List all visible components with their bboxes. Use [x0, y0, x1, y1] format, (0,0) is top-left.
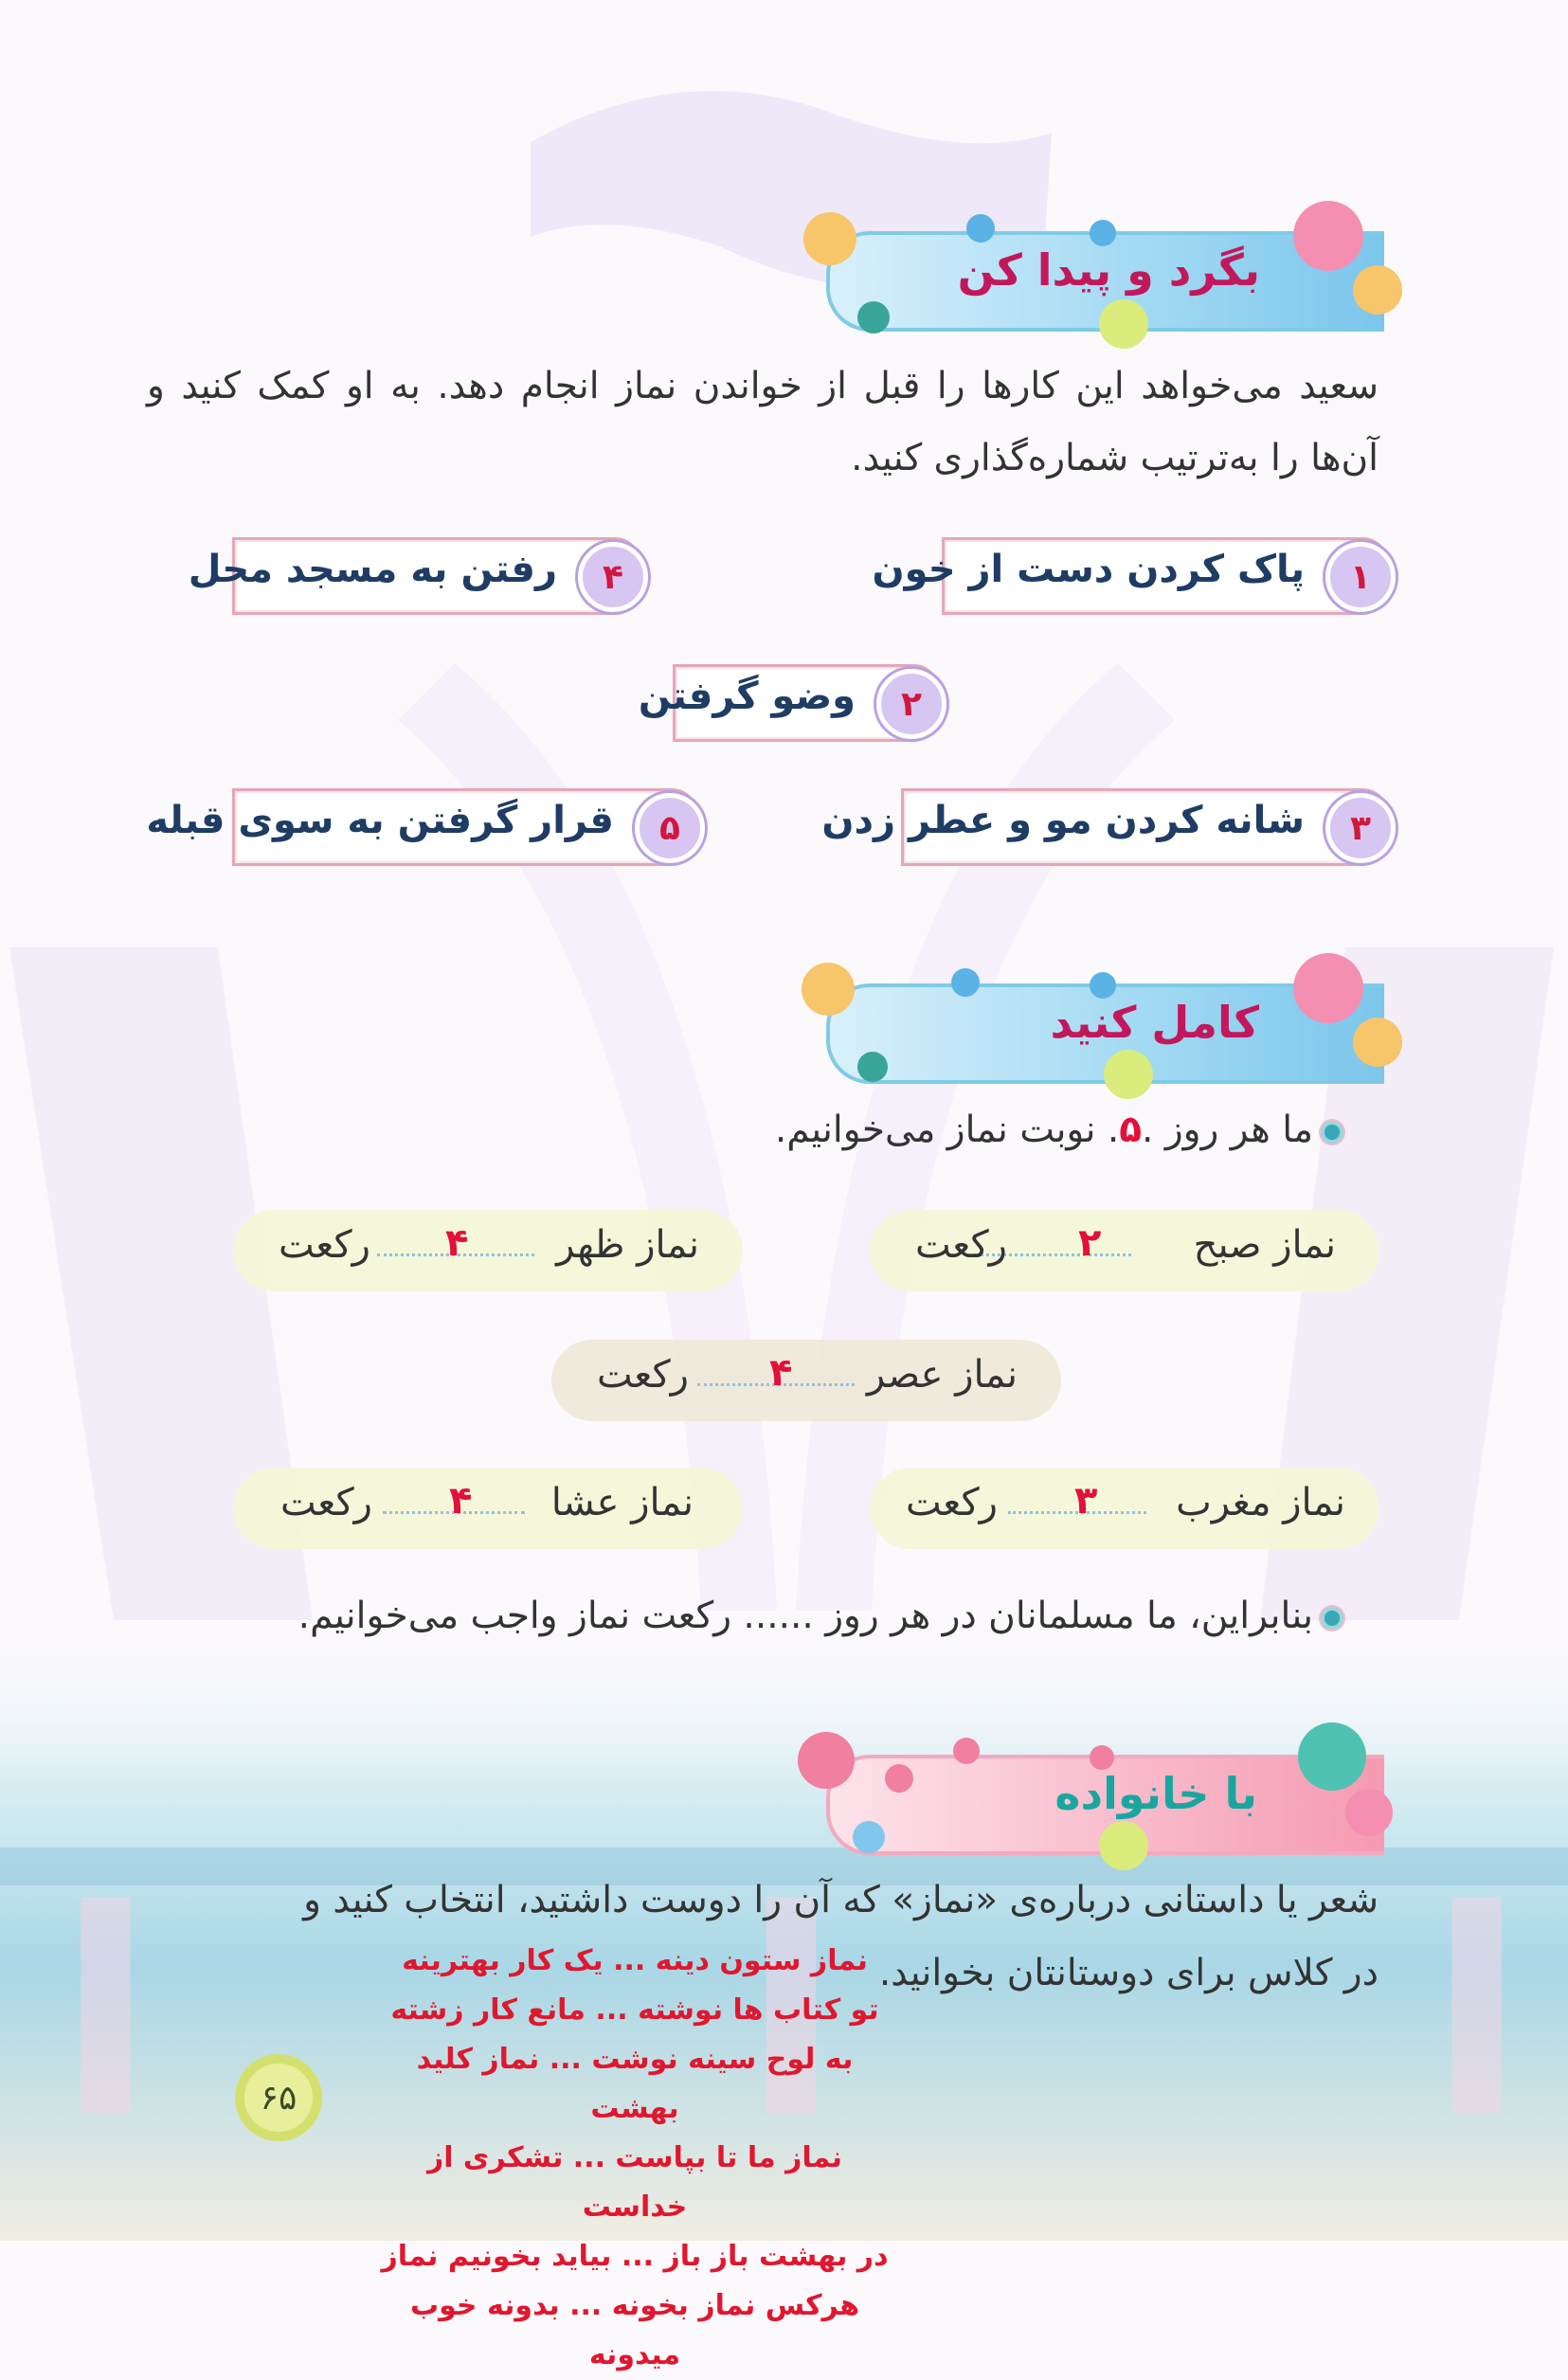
rakat-answer: ۲	[1078, 1221, 1102, 1265]
flower-decoration-icon	[1099, 299, 1148, 349]
flower-decoration-icon	[853, 1821, 885, 1853]
rakat-answer: ۳	[1074, 1479, 1098, 1523]
step-box	[188, 537, 641, 615]
prayer-name: نماز عشا	[550, 1481, 694, 1524]
step-number-badge: ۳	[1325, 793, 1396, 863]
step-number-badge: ۴	[578, 542, 648, 612]
poem-line: به لوح سینه نوشت ... نماز کلید بهشت	[416, 2043, 854, 2125]
flower-decoration-icon	[1099, 1821, 1148, 1870]
flower-decoration-icon	[857, 301, 890, 334]
flower-decoration-icon	[1090, 1745, 1114, 1770]
prayer-name: نماز عصر	[866, 1353, 1018, 1397]
flower-decoration-icon	[1090, 972, 1116, 999]
flower-decoration-icon	[803, 212, 856, 265]
prayer-row	[551, 1340, 1061, 1421]
flower-decoration-icon	[1353, 1018, 1402, 1067]
rakat-answer: ۴	[449, 1479, 473, 1523]
instruction-text: شعر یا داستانی درباره‌ی «نماز» که آن را دوست داشتید، انتخاب کنید و	[303, 1879, 1379, 1921]
step-label: شانه کردن مو و عطر زدن	[821, 799, 1305, 842]
flower-decoration-icon	[1293, 953, 1363, 1023]
svg-text:ااا: ااا	[57, 1849, 1525, 2180]
fill-in-line	[298, 1595, 1345, 1637]
prayer-name: نماز ظهر	[556, 1223, 699, 1267]
prayer-row	[233, 1210, 743, 1291]
step-number-badge: ۲	[876, 669, 946, 739]
flower-decoration-icon	[1345, 1789, 1393, 1836]
bullet-icon	[1319, 1605, 1345, 1632]
step-number-badge: ۵	[635, 793, 705, 863]
prayer-row	[870, 1468, 1379, 1549]
prayer-name: نماز مغرب	[1176, 1481, 1345, 1524]
section-title: کامل کنید	[1050, 997, 1259, 1048]
rakat-unit: رکعت	[915, 1223, 1007, 1267]
flower-decoration-icon	[1293, 201, 1363, 271]
step-box	[638, 664, 940, 742]
flower-decoration-icon	[802, 963, 855, 1016]
step-box	[872, 537, 1389, 615]
poem-line: تو کتاب ها نوشته ... مانع کار زشته	[390, 1993, 879, 2027]
section-title: بگرد و پیدا کن	[957, 244, 1260, 296]
flower-decoration-icon	[966, 214, 995, 243]
flower-decoration-icon	[951, 968, 980, 997]
line-text: . نوبت نماز می‌خوانیم.	[774, 1109, 1120, 1151]
poem-line: نماز ما تا بپاست ... تشکری از خداست	[426, 2141, 843, 2224]
flower-decoration-icon	[1090, 220, 1116, 246]
page-number: ۶۵	[235, 2054, 322, 2141]
flower-decoration-icon	[1298, 1722, 1366, 1791]
instruction-text: سعید می‌خواهد این کارها را قبل از خواندن نماز انجام دهد. به او کمک کنید و آن‌ها را به‌ترتیب شماره‌گذاری کنید.	[147, 365, 1379, 479]
rakat-answer: ۴	[769, 1351, 793, 1395]
poem-line: نماز ستون دینه ... یک کار بهترینه	[402, 1944, 868, 1977]
step-box	[146, 788, 698, 866]
flower-decoration-icon	[857, 1052, 888, 1082]
rakat-unit: رکعت	[906, 1481, 998, 1524]
poem	[379, 1937, 891, 2380]
prayer-name: نماز صبح	[1193, 1223, 1336, 1267]
prayer-row	[233, 1468, 743, 1549]
step-label: رفتن به مسجد محل	[188, 548, 557, 591]
poem-line: در بهشت باز باز ... بیاید بخونیم نماز	[381, 2240, 889, 2273]
rakat-unit: رکعت	[597, 1353, 689, 1397]
prayer-row	[870, 1210, 1379, 1291]
instruction-text: در کلاس برای دوستانتان بخوانید.	[878, 1952, 1379, 1994]
flower-decoration-icon	[885, 1764, 913, 1793]
bullet-icon	[1319, 1119, 1345, 1145]
step-number-badge: ۱	[1325, 542, 1396, 612]
step-label: قرار گرفتن به سوی قبله	[146, 799, 614, 842]
rakat-answer: ۴	[445, 1221, 469, 1265]
flower-decoration-icon	[798, 1732, 855, 1789]
line-text: بنابراین، ما مسلمانان در هر روز ...... رکعت نماز واجب می‌خوانیم.	[297, 1595, 1313, 1637]
fill-in-line	[775, 1109, 1345, 1151]
step-box	[821, 788, 1389, 866]
answer-text: ۵	[1119, 1109, 1143, 1151]
flower-decoration-icon	[1353, 265, 1402, 315]
line-text: ما هر روز .	[1142, 1109, 1313, 1151]
poem-line: هرکس نماز بخونه ... بدونه خوب میدونه	[409, 2289, 860, 2371]
section-title: با خانواده	[1054, 1768, 1257, 1819]
flower-decoration-icon	[1104, 1050, 1153, 1099]
rakat-unit: رکعت	[279, 1223, 370, 1267]
step-label: پاک کردن دست از خون	[872, 548, 1305, 591]
flower-decoration-icon	[953, 1738, 980, 1764]
step-label: وضو گرفتن	[638, 675, 856, 718]
rakat-unit: رکعت	[280, 1481, 372, 1524]
